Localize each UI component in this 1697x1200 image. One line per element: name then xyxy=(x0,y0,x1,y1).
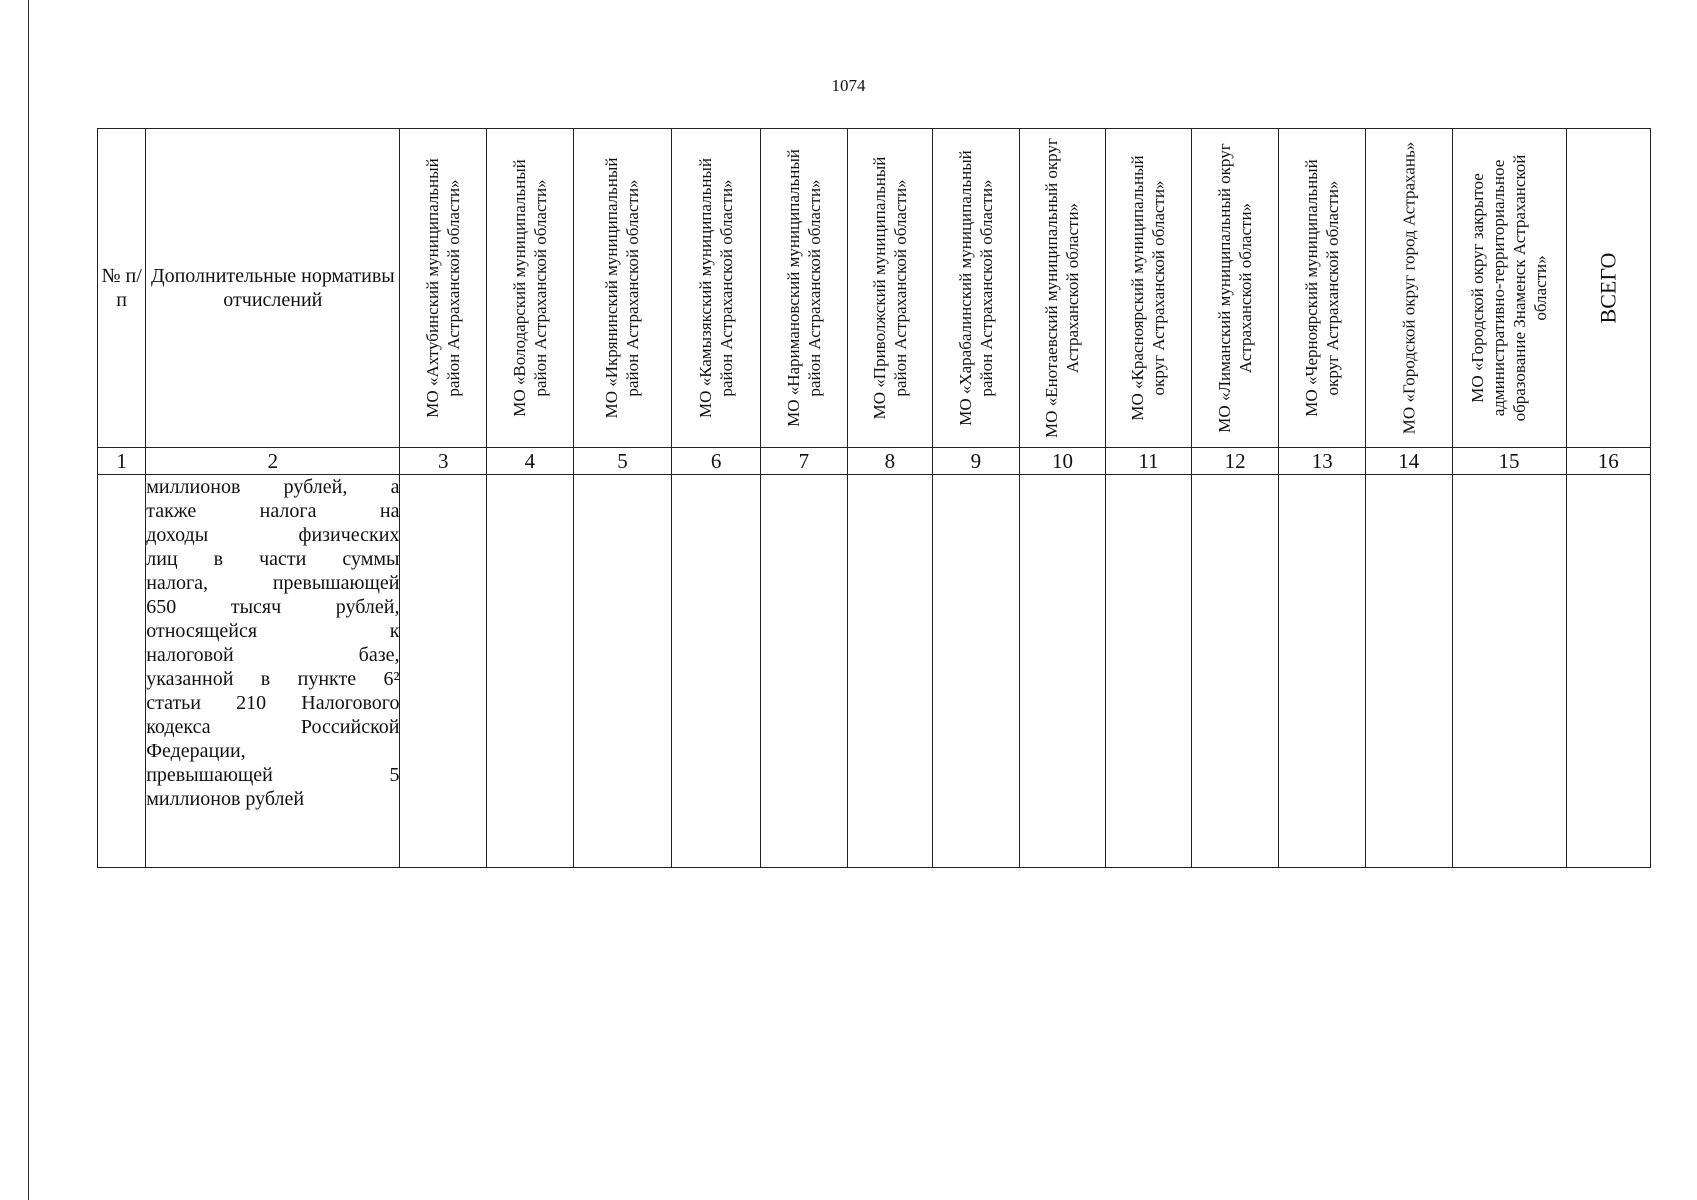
value-cell xyxy=(1279,475,1366,868)
norm-text-line: Федерации, xyxy=(146,740,246,762)
header-municipality-label: МО «Городской округ город Астрахань» xyxy=(1399,141,1419,435)
header-municipality xyxy=(1365,129,1452,448)
norm-text-line: 650 тысяч рублей, xyxy=(146,596,400,618)
header-municipality-label: МО «Харабалинский муниципальный район Астраханской области» xyxy=(955,150,996,426)
column-index: 12 xyxy=(1191,448,1279,475)
table-header-row xyxy=(98,129,1651,448)
header-municipality-label: МО «Володарский муниципальный район Астраханской области» xyxy=(509,159,550,417)
norm-text-line: налога, превышающей xyxy=(146,572,400,594)
header-municipality xyxy=(573,129,672,448)
header-municipality xyxy=(761,129,848,448)
norm-text-line: указанной в пункте 6² xyxy=(146,668,400,690)
header-municipality xyxy=(1191,129,1279,448)
norm-text-line: также налога на xyxy=(146,500,400,522)
column-index: 4 xyxy=(487,448,574,475)
column-index: 15 xyxy=(1452,448,1566,475)
header-total xyxy=(1566,129,1650,448)
column-index: 10 xyxy=(1019,448,1106,475)
header-municipality-label: МО «Наримановский муниципальный район Астраханской области» xyxy=(783,149,824,427)
column-index: 9 xyxy=(933,448,1020,475)
page-margin-line xyxy=(28,0,29,1200)
norm-text-line: миллионов рублей xyxy=(146,788,305,810)
header-municipality xyxy=(400,129,487,448)
header-municipality xyxy=(1452,129,1566,448)
header-row-number: № п/п xyxy=(98,129,146,448)
header-municipality xyxy=(672,129,761,448)
header-municipality-label: МО «Ахтубинский муниципальный район Астраханской области» xyxy=(423,158,464,418)
column-index-row xyxy=(98,448,1651,475)
norm-text-line: статьи 210 Налогового xyxy=(146,692,400,714)
header-municipality xyxy=(1019,129,1106,448)
column-index: 11 xyxy=(1106,448,1191,475)
header-municipality xyxy=(933,129,1020,448)
value-cell xyxy=(1365,475,1452,868)
value-cell xyxy=(400,475,487,868)
column-index: 14 xyxy=(1365,448,1452,475)
column-index: 16 xyxy=(1566,448,1650,475)
header-municipality-label: МО «Красноярский муниципальный округ Астраханской области» xyxy=(1128,155,1169,421)
column-index: 6 xyxy=(672,448,761,475)
value-cell xyxy=(672,475,761,868)
table-row xyxy=(98,475,1651,868)
value-cell xyxy=(1452,475,1566,868)
column-index: 3 xyxy=(400,448,487,475)
value-cell xyxy=(1019,475,1106,868)
header-municipality-label: МО «Черноярский муниципальный округ Астраханской области» xyxy=(1302,159,1343,417)
header-municipality-label: МО «Камызякский муниципальный район Астраханской области» xyxy=(696,158,737,418)
column-index: 2 xyxy=(146,448,400,475)
value-cell xyxy=(1566,475,1650,868)
norm-text-line: лиц в части суммы xyxy=(146,548,400,570)
column-index: 1 xyxy=(98,448,146,475)
column-index: 5 xyxy=(573,448,672,475)
value-cell xyxy=(933,475,1020,868)
value-cell xyxy=(1191,475,1279,868)
norm-description-cell xyxy=(146,475,400,868)
column-index: 7 xyxy=(761,448,848,475)
header-total-label: ВСЕГО xyxy=(1595,252,1621,324)
norm-text-line: миллионов рублей, а xyxy=(146,476,400,498)
page-number: 1074 xyxy=(831,76,866,95)
norm-text-line: превышающей 5 xyxy=(146,764,400,786)
header-municipality-label: МО «Городской округ закрытое административно-территориальное образование Знаменск Астраханской области» xyxy=(1468,154,1551,422)
header-municipality xyxy=(1279,129,1366,448)
row-number-cell xyxy=(98,475,146,868)
value-cell xyxy=(761,475,848,868)
value-cell xyxy=(847,475,932,868)
norm-text-line: относящейся к xyxy=(146,620,400,642)
column-index: 8 xyxy=(847,448,932,475)
header-municipality-label: МО «Приволжский муниципальный район Астраханской области» xyxy=(869,156,910,420)
norm-text-line: кодекса Российской xyxy=(146,716,400,738)
allocation-norms-table xyxy=(97,128,1651,868)
header-municipality-label: МО «Лиманский муниципальный округ Астраханской области» xyxy=(1215,143,1256,433)
value-cell xyxy=(487,475,574,868)
header-municipality xyxy=(487,129,574,448)
header-municipality xyxy=(1106,129,1191,448)
norm-text-line: налоговой базе, xyxy=(146,644,400,666)
norm-text-line: доходы физических xyxy=(146,524,400,546)
header-norms: Дополнительные нормативы отчислений xyxy=(146,129,400,448)
value-cell xyxy=(1106,475,1191,868)
value-cell xyxy=(573,475,672,868)
header-municipality xyxy=(847,129,932,448)
header-municipality-label: МО «Енотаевский муниципальный округ Астраханской области» xyxy=(1042,138,1083,438)
column-index: 13 xyxy=(1279,448,1366,475)
header-municipality-label: МО «Икрянинский муниципальный район Астраханской области» xyxy=(602,157,643,419)
